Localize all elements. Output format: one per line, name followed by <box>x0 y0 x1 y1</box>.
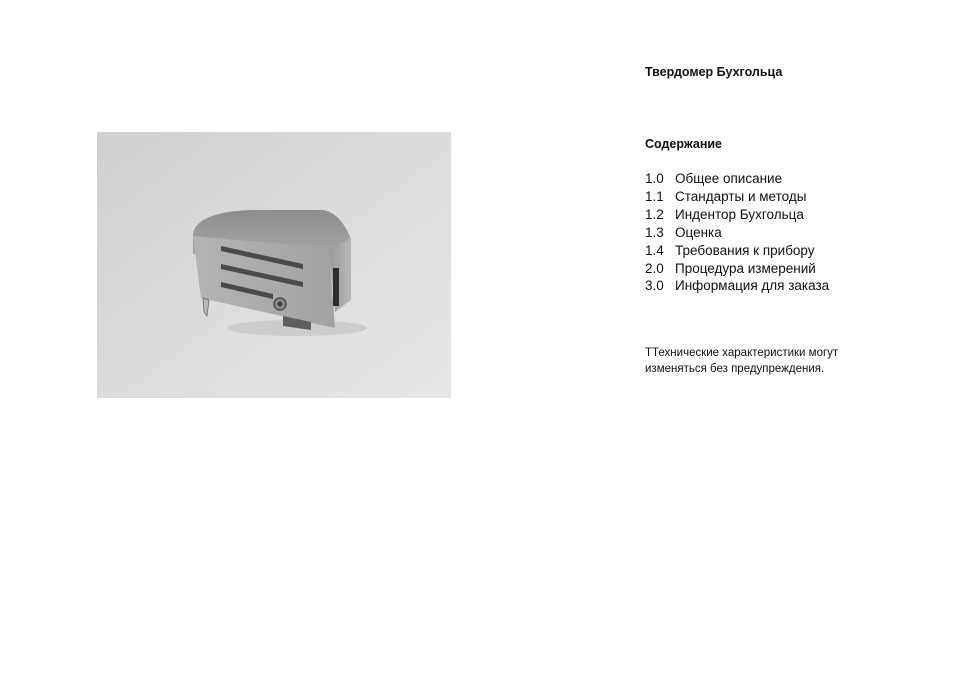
toc-item-number: 1.4 <box>645 242 664 258</box>
contents-column <box>645 64 925 375</box>
toc-item <box>645 224 829 242</box>
toc-item <box>645 188 829 206</box>
table-of-contents <box>645 170 829 295</box>
toc-item-number: 2.0 <box>645 260 664 276</box>
toc-item-number: 1.3 <box>645 224 664 240</box>
toc-item-label: Процедура измерений <box>675 260 816 276</box>
toc-item <box>645 260 829 278</box>
toc-item-number: 1.1 <box>645 188 664 204</box>
toc-item-label: Индентор Бухгольца <box>675 206 804 222</box>
product-photo <box>97 132 451 398</box>
toc-item <box>645 206 829 224</box>
toc-item <box>645 277 829 295</box>
toc-heading: Содержание <box>645 137 723 151</box>
toc-item-number: 3.0 <box>645 278 664 294</box>
toc-item-number: 1.0 <box>645 171 664 186</box>
toc-item-label: Требования к прибору <box>675 242 815 258</box>
toc-item-number: 1.2 <box>645 206 664 222</box>
toc-item-label: Информация для заказа <box>675 278 830 294</box>
toc-item <box>645 170 829 188</box>
toc-item-label: Оценка <box>675 224 722 240</box>
toc-item-label: Общее описание <box>675 171 783 186</box>
toc-item-label: Стандарты и методы <box>675 188 807 204</box>
specification-note: TТехнические характеристики могут изменяться без предупреждения. <box>645 347 839 375</box>
buchholz-indenter-image <box>97 132 451 398</box>
document-title: Твердомер Бухгольца <box>645 65 783 79</box>
toc-item <box>645 242 829 260</box>
